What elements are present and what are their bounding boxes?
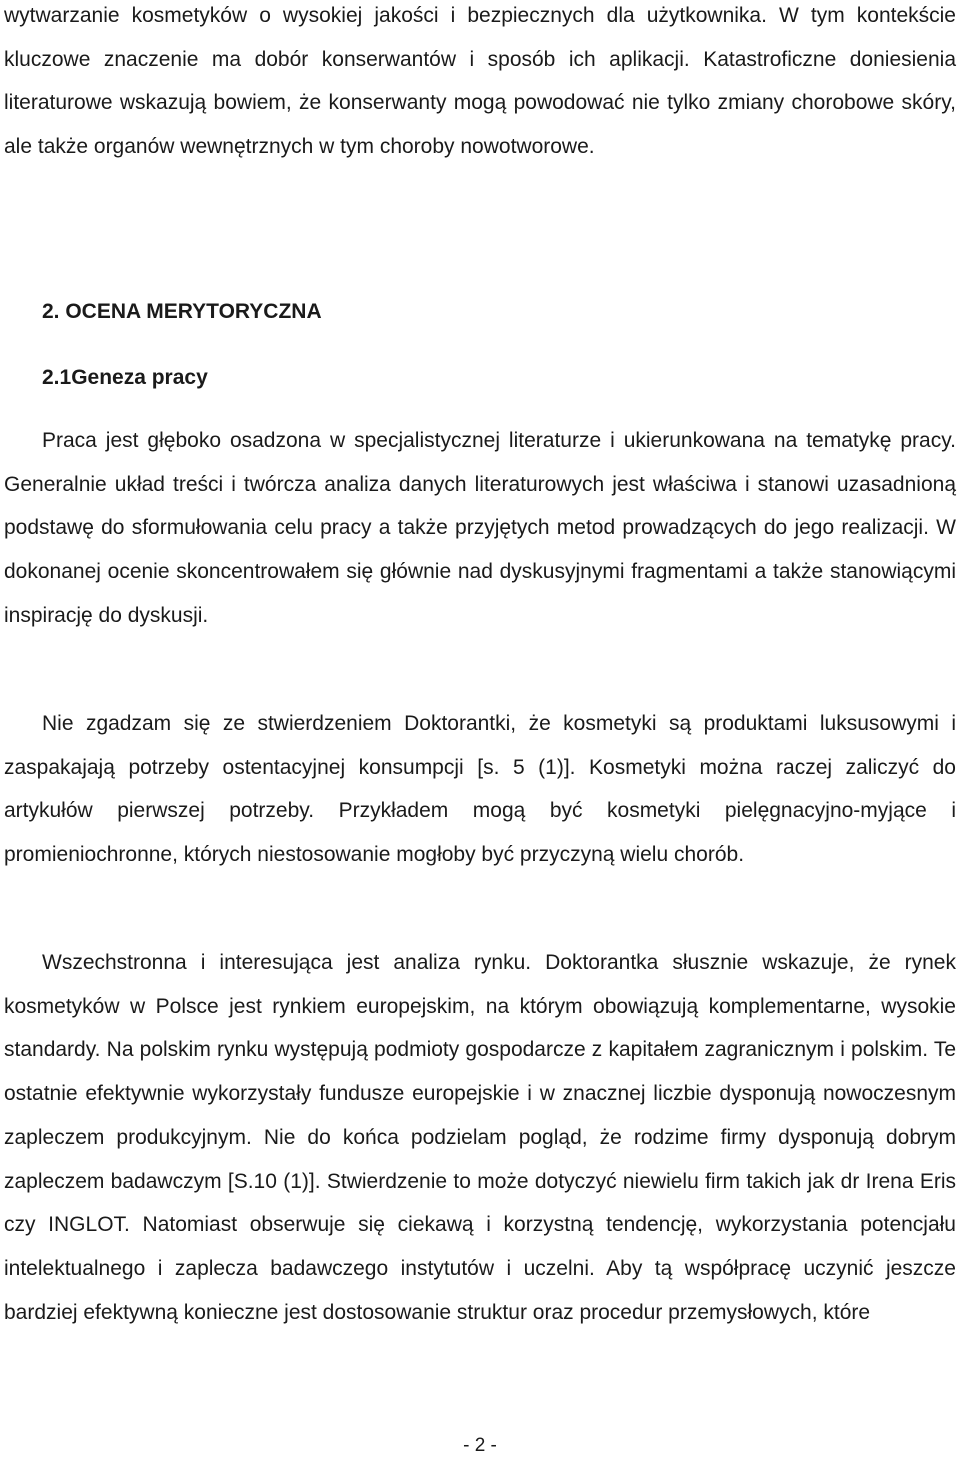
paragraph-market-analysis: Wszechstronna i interesująca jest analiza rynku. Doktorantka słusznie wskazuje, że rynek kosmetyków w Polsce jest rynkiem europejskim, na którym obowiązują komplementarne, wysokie standardy. Na polskim rynku występują podmioty gospodarcze z kapitałem zagranicznym i polskim. Te ostatnie efektywnie wykorzystały fundusze europejskie i w znacznej liczbie dysponują nowoczesnym zapleczem produkcyjnym. Nie do końca podzielam pogląd, że rodzime firmy dysponują dobrym zapleczem badawczym [S.10 (1)]. Stwierdzenie to może dotyczyć niewielu firm takich jak dr Irena Eris czy INGLOT. Natomiast obserwuje się ciekawą i korzystną tendencję, wykorzystania potencjału intelektualnego i zaplecza badawczego instytutów i uczelni. Aby tą współpracę uczynić jeszcze bardziej efektywną konieczne jest dostosowanie struktur oraz procedur przemysłowych, które bbox=[4, 951, 956, 1324]
section-heading: 2. OCENA MERYTORYCZNA bbox=[42, 300, 322, 323]
intro-paragraph: wytwarzanie kosmetyków o wysokiej jakości i bezpiecznych dla użytkownika. W tym kontekście kluczowe znaczenie ma dobór konserwantów i sposób ich aplikacji. Katastroficzne doniesienia literaturowe wskazują bowiem, że konserwanty mogą powodować nie tylko zmiany chorobowe skóry, ale także organów wewnętrznych w tym choroby nowotworowe. bbox=[4, 4, 956, 159]
paragraph-luxury-products: Nie zgadzam się ze stwierdzeniem Doktorantki, że kosmetyki są produktami luksusowymi i zaspakajają potrzeby ostentacyjnej konsumpcji [s. 5 (1)]. Kosmetyki można raczej zaliczyć do artykułów pierwszej potrzeby. Przykładem mogą być kosmetyki pielęgnacyjno-myjące i promieniochronne, których niestosowanie mogłoby być przyczyną wielu chorób. bbox=[4, 712, 956, 867]
document-page bbox=[4, 0, 956, 1324]
paragraph-genesis: Praca jest głęboko osadzona w specjalistycznej literaturze i ukierunkowana na tematykę pracy. Generalnie układ treści i twórcza analiza danych literaturowych jest właściwa i stanowi uzasadnioną podstawę do sformułowania celu pracy a także przyjętych metod prowadzących do jego realizacji. W dokonanej ocenie skoncentrowałem się głównie nad dyskusyjnymi fragmentami a także stanowiącymi inspirację do dyskusji. bbox=[4, 429, 956, 627]
page-number: - 2 - bbox=[463, 1435, 497, 1456]
subsection-heading: 2.1Geneza pracy bbox=[42, 366, 208, 389]
